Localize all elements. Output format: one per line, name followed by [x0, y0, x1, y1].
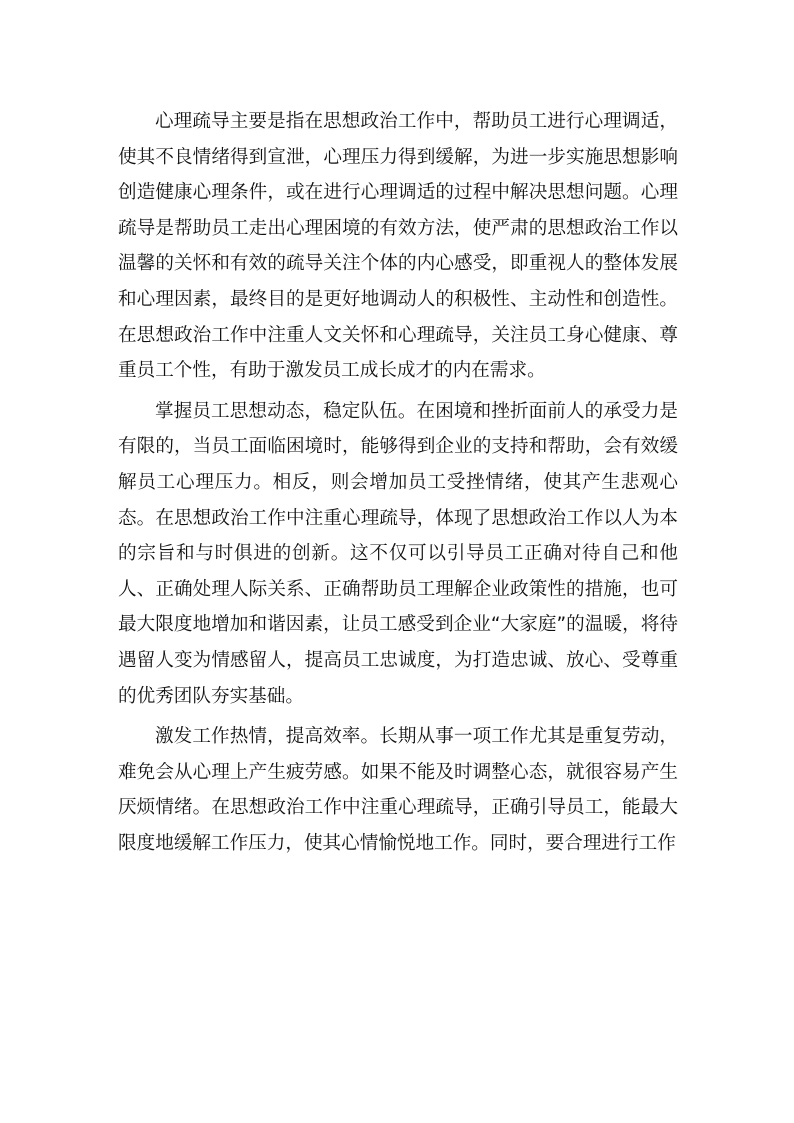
paragraph-1: 心理疏导主要是指在思想政治工作中，帮助员工进行心理调适，使其不良情绪得到宣泄，心理压力得到缓解，为进一步实施思想影响创造健康心理条件，或在进行心理调适的过程中解决思想问题。心理疏导是帮助员工走出心理困境的有效方法，使严肃的思想政治工作以温馨的关怀和有效的疏导关注个体的内心感受，即重视人的整体发展和心理因素，最终目的是更好地调动人的积极性、主动性和创造性。在思想政治工作中注重人文关怀和心理疏导，关注员工身心健康、尊重员工个性，有助于激发员工成长成才的内在需求。	[118, 111, 678, 382]
document-body	[118, 104, 678, 861]
paragraph-2: 掌握员工思想动态，稳定队伍。在困境和挫折面前人的承受力是有限的，当员工面临困境时，能够得到企业的支持和帮助，会有效缓解员工心理压力。相反，则会增加员工受挫情绪，使其产生悲观心态。在思想政治工作中注重心理疏导，体现了思想政治工作以人为本的宗旨和与时俱进的创新。这不仅可以引导员工正确对待自己和他人、正确处理人际关系、正确帮助员工理解企业政策性的措施，也可最大限度地增加和谐因素，让员工感受到企业“大家庭”的温暖，将待遇留人变为情感留人，提高员工忠诚度，为打造忠诚、放心、受尊重的优秀团队夯实基础。	[118, 400, 678, 707]
paragraph-3: 激发工作热情，提高效率。长期从事一项工作尤其是重复劳动，难免会从心理上产生疲劳感。如果不能及时调整心态，就很容易产生厌烦情绪。在思想政治工作中注重心理疏导，正确引导员工，能最大限度地缓解工作压力，使其心情愉悦地工作。同时，要合理进行工作	[118, 726, 678, 854]
